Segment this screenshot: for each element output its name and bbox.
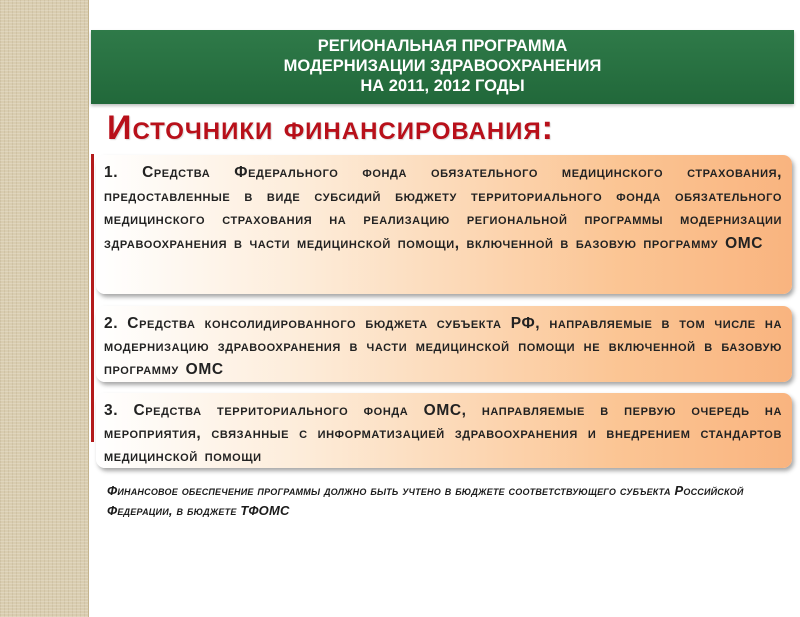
funding-source-card-2 xyxy=(96,306,792,382)
funding-source-text-2: 2. Средства консолидированного бюджета субъекта РФ, направляемые в том числе на модернизацию здравоохранения в части медицинской помощи не включенной в базовую программу ОМС xyxy=(104,315,782,378)
funding-source-text-3: 3. Средства территориального фонда ОМС, направляемые в первую очередь на мероприятия, связанные с информатизацией здравоохранения и внедрением стандартов медицинской помощи xyxy=(104,402,782,465)
banner-line-3: НА 2011, 2012 ГОДЫ xyxy=(360,77,525,95)
funding-source-text-1: 1. Средства Федерального фонда обязательного медицинского страхования, предоставленные в виде субсидий бюджету территориального фонда обязательного медицинского страхования на реализацию региональной программы модернизации здравоохранения в части медицинской помощи, включенной в базовую программу ОМС xyxy=(104,164,782,252)
banner-line-2: МОДЕРНИЗАЦИИ ЗДРАВООХРАНЕНИЯ xyxy=(283,57,602,75)
decorative-side-strip xyxy=(0,0,89,617)
accent-vertical-line xyxy=(91,154,94,442)
funding-source-card-1 xyxy=(96,155,792,294)
title-banner xyxy=(91,30,794,104)
funding-source-card-3 xyxy=(96,393,792,468)
footer-note: Финансовое обеспечение программы должно быть учтено в бюджете соответствующего субъекта Российской Федерации, в бюджете ТФОМС xyxy=(107,483,744,518)
section-heading: Источники финансирования: xyxy=(107,109,554,147)
banner-line-1: РЕГИОНАЛЬНАЯ ПРОГРАММА xyxy=(317,37,568,55)
